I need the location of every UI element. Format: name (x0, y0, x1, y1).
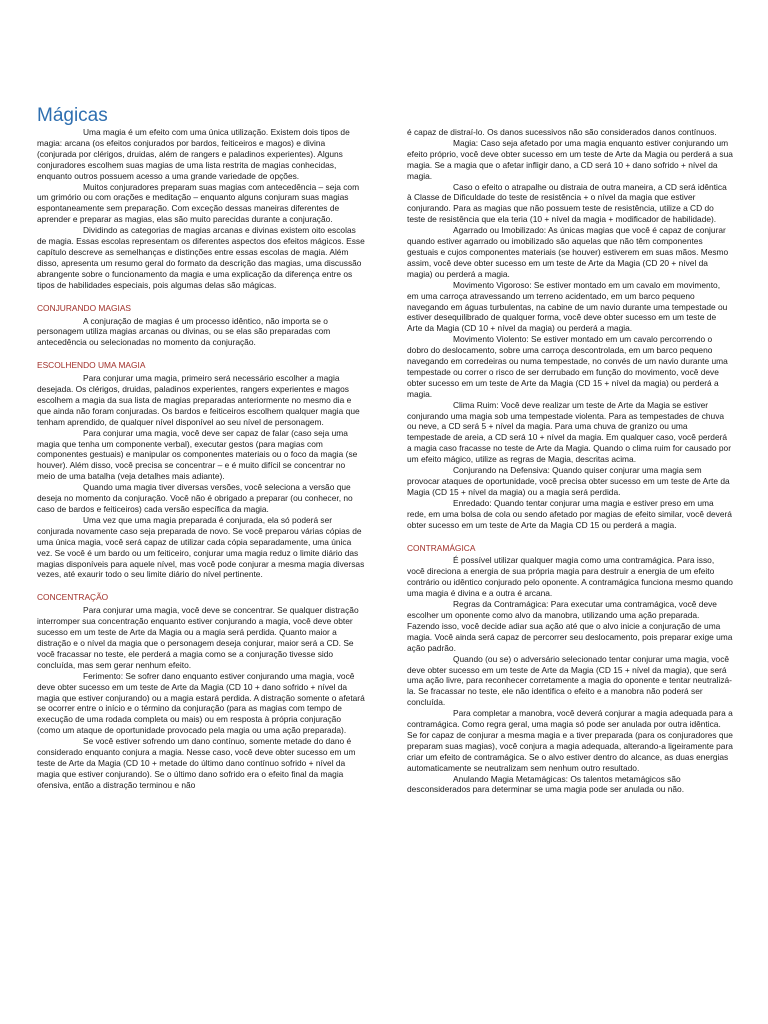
paragraph: Movimento Violento: Se estiver montado em um cavalo percorrendo o dobro do deslocamento, sobre uma carroça descontrolada, em um barco pequeno navegando em corredeiras ou numa tempestade, no convés de um navio durante uma tempestade ou correr o risco de ser derrubado em função do movimento, você deve obter sucesso em um teste de Arte da Magia (CD 15 + nível da magia) ou perderá a magia. (407, 334, 728, 399)
paragraph: Muitos conjuradores preparam suas magias com antecedência – seja com um grimório ou com orações e meditação – enquanto alguns conjuram suas magias espontaneamente sem preparação. Com exceção dessas maneiras diferentes de aprender e preparar as magias, elas são muito parecidas durante a conjuração. (37, 181, 360, 225)
paragraph: Magia: Caso seja afetado por uma magia enquanto estiver conjurando um efeito próprio, você deve obter sucesso em um teste de Arte da Magia ou perderá a sua magia. Se a magia que o afetar infligir dano, a CD será 10 + dano sofrido + nível da magia. (407, 137, 733, 181)
paragraph: Dividindo as categorias de magias arcanas e divinas existem oito escolas de magia. Essas escolas representam os diferentes aspectos dos efeitos mágicos. Esse capítulo descreve as semelhanças e distinções entre essas escolas de magia. Além disso, apresenta um resumo geral do formato da descrição das magias, uma discussão abrangente sobre o funcionamento da magia e uma explicação da diferença entre os tipos de habilidades especiais, pois algumas delas são mágicas. (37, 225, 365, 290)
paragraph: Uma magia é um efeito com uma única utilização. Existem dois tipos de magia: arcana (os efeitos conjurados por bardos, feiticeiros e magos) e divina (conjurada por clérigos, druidas, além de rangers e paladinos experientes). Alguns conjuradores escolhem suas magias de uma lista restrita de magias conhecidas, enquanto outros possuem acesso a uma grande variedade de opções. (37, 127, 350, 181)
paragraph: Para conjurar uma magia, você deve se concentrar. Se qualquer distração interromper sua concentração enquanto estiver conjurando a magia, você deve obter sucesso em um teste de Arte da Magia ou a magia será perdida. Quanto maior a distração e o nível da magia que o personagem deseja conjurar, maior será a CD. Se você fracassar no teste, ele perderá a magia como se a conjuração tivesse sido concluída, mas sem gerar nenhum efeito. (37, 605, 359, 670)
paragraph: Regras da Contramágica: Para executar uma contramágica, você deve escolher um oponente como alvo da manobra, utilizando uma ação preparada. Fazendo isso, você decide adiar sua ação até que o alvo inicie a conjuração de uma magia. Você ainda será capaz de percorrer seu deslocamento, pois preparar exige uma ação padrão. (407, 599, 733, 653)
paragraph: é capaz de distraí-lo. Os danos sucessivos não são considerados danos contínuos. (407, 127, 717, 137)
paragraph: Para conjurar uma magia, você deve ser capaz de falar (caso seja uma magia que tenha um componente verbal), executar gestos (para magias com componentes gestuais) e manipular os componentes materiais ou o foco da magia (se houver). Além disso, você precisa se concentrar – e é muito difícil se concentrar no meio de uma batalha (veja detalhes mais adiante). (37, 427, 358, 482)
paragraph: Para completar a manobra, você deverá conjurar a magia adequada para a contramágica. Como regra geral, uma magia só pode ser anulada por outra idêntica. Se for capaz de conjurar a mesma magia e a tiver preparada (para os conjuradores que preparam suas magias), você conjura a magia adequada, alterando-a ligeiramente para criar um efeito de contramágica. Se o alvo estiver dentro do alcance, as duas energias automaticamente se neutralizam sem nenhum outro resultado. (407, 708, 733, 773)
section-heading-concentracao: CONCENTRAÇÃO (37, 592, 109, 603)
paragraph: Caso o efeito o atrapalhe ou distraia de outra maneira, a CD será idêntica à Classe de Dificuldade do teste de resistência + o nível da magia que estiver conjurando. Para as magias que não possuem teste de resistência, utilize a CD do teste de resistência que ela teria (10 + nível da magia + modificador de habilidade). (407, 181, 727, 225)
paragraph: A conjuração de magias é um processo idêntico, não importa se o personagem utiliza magias arcanas ou divinas, ou se elas são preparadas com antecedência ou selecionadas no momento da conjuração. (37, 315, 331, 348)
section-heading-contramagica: CONTRAMÁGICA (407, 542, 476, 553)
paragraph: Quando uma magia tiver diversas versões, você seleciona a versão que deseja no momento da conjuração. Você não é obrigado a preparar (ou conhecer, no caso de bardos e feiticeiros) cada versão específica da magia. (37, 482, 353, 514)
left-column (37, 127, 365, 791)
right-column (407, 127, 733, 795)
section-heading-escolhendo: ESCOLHENDO UMA MAGIA (37, 360, 146, 371)
paragraph: Enredado: Quando tentar conjurar uma magia e estiver preso em uma rede, em uma bolsa de cola ou sendo afetado por magias de efeito similar, você deverá obter sucesso em um teste de Arte da Magia CD 15 ou perderá a magia. (407, 497, 732, 530)
paragraph: Conjurando na Defensiva: Quando quiser conjurar uma magia sem provocar ataques de oportunidade, você precisa obter sucesso em um teste de Arte da Magia (CD 15 + nível da magia) ou a magia será perdida. (407, 465, 730, 497)
paragraph: Uma vez que uma magia preparada é conjurada, ela só poderá ser conjurada novamente caso seja preparada de novo. Se você preparou várias cópias de uma única magia, você será capaz de utilizar cada cópia separadamente, uma única vez. Se você é um bardo ou um feiticeiro, conjurar uma magia reduz o limite diário das magias disponíveis para aquele nível, mas você pode conjurar a mesma magia diversas vezes, até exaurir todo o seu limite diário do nível pertinente. (37, 514, 365, 580)
paragraph: Movimento Vigoroso: Se estiver montado em um cavalo em movimento, em uma carroça atravessando um terreno acidentado, em um barco pequeno navegando em águas turbulentas, na cabine de um navio durante uma tempestade ou estiver desequilibrado de qualquer forma, você deve obter sucesso em um teste de Arte da Magia (CD 10 + nível da magia) ou perderá a magia. (407, 279, 728, 334)
page-title: Mágicas (37, 104, 108, 126)
paragraph: Se você estiver sofrendo um dano contínuo, somente metade do dano é considerado enquanto conjura a magia. Nesse caso, você deve obter sucesso em um teste de Arte da Magia (CD 10 + metade do último dano contínuo sofrido + nível da magia que estiver conjurando). Se o último dano sofrido era o efeito final da magia ofensiva, então a distração terminou e não (37, 736, 356, 790)
paragraph: Agarrado ou Imobilizado: As únicas magias que você é capaz de conjurar quando estiver agarrado ou imobilizado são aquelas que não têm componentes gestuais e cujos componentes materiais (se houver) estiverem em suas mãos. Mesmo assim, você deve obter sucesso em um teste de Arte da Magia (CD 20 + nível da magia) ou perderá a magia. (407, 225, 729, 279)
paragraph: Anulando Magia Metamágicas: Os talentos metamágicos são desconsiderados para determinar se uma magia pode ser anulada ou não. (407, 773, 685, 795)
paragraph: Ferimento: Se sofrer dano enquanto estiver conjurando uma magia, você deve obter sucesso em um teste de Arte da Magia (CD 10 + dano sofrido + nível da magia que estiver conjurando) ou a magia estará perdida. A distração somente o afetará se ocorrer entre o início e o término da conjuração (para as magias com tempo de execução de uma rodada completa ou mais) ou em resposta à própria conjuração (como um ataque de oportunidade provocado pela magia ou uma ação preparada). (37, 670, 365, 736)
paragraph: É possível utilizar qualquer magia como uma contramágica. Para isso, você direciona a energia de sua própria magia para destruir a energia de um efeito contrário ou idêntico conjurado pelo oponente. A contramágica funciona mesmo quando uma magia é divina e a outra é arcana. (407, 555, 733, 599)
paragraph: Clima Ruim: Você deve realizar um teste de Arte da Magia se estiver conjurando uma magia sob uma tempestade violenta. Para as tempestades de chuva ou neve, a CD será 5 + nível da magia. Para uma chuva de granizo ou uma tempestade de areia, a CD será 10 + nível da magia. Em qualquer caso, você perderá a magia caso fracasse no teste de Arte da Magia. Quando o clima ruim for causado por um efeito mágico, utilize as regras de Magia, descritas acima. (407, 399, 732, 465)
paragraph: Quando (ou se) o adversário selecionado tentar conjurar uma magia, você deve obter sucesso em um teste de Arte da Magia (CD 15 + nível da magia), que será uma ação livre, para reconhecer corretamente a magia do oponente e tentar neutralizá-la. Se fracassar no teste, ele não identifica o efeito e a manobra não poderá ser concluída. (407, 653, 732, 708)
paragraph: Para conjurar uma magia, primeiro será necessário escolher a magia desejada. Os clérigos, druidas, paladinos experientes, rangers experientes e magos escolhem a magia da sua lista de magias preparadas anteriormente no mesmo dia e que ainda não foram conjuradas. Os bardos e feiticeiros escolhem qualquer magia que tenham aprendido, de qualquer nível disponível ao seu nível de personagem. (37, 373, 360, 427)
section-heading-conjurando: CONJURANDO MAGIAS (37, 302, 131, 313)
